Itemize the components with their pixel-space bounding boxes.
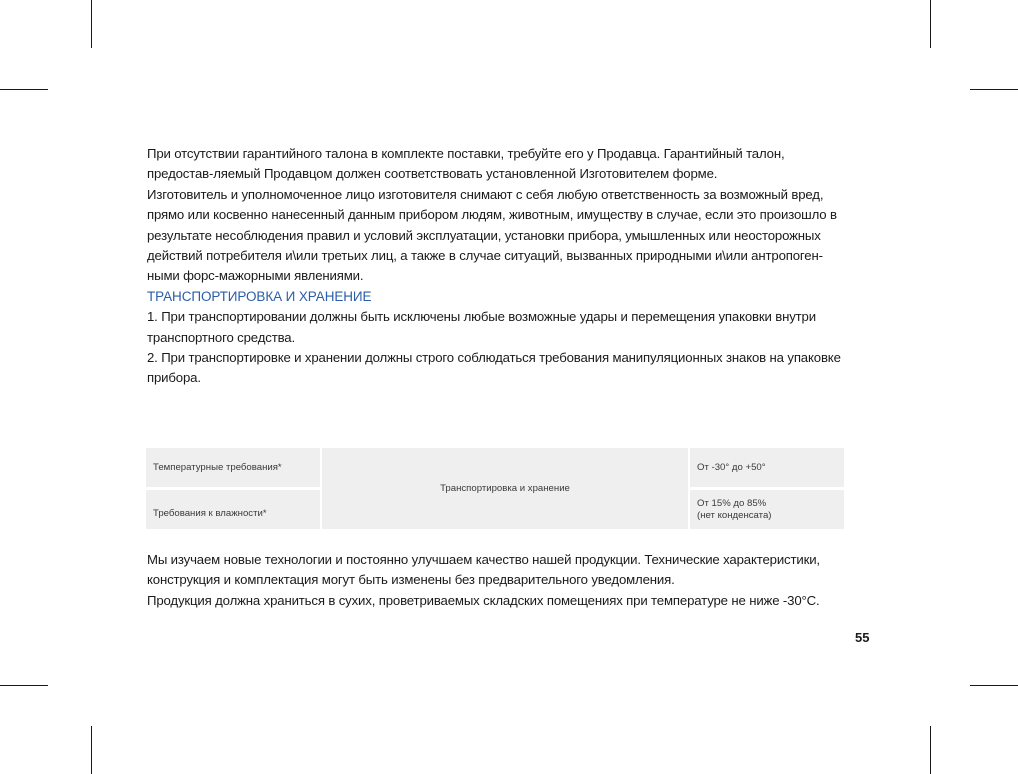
table-cell-humidity-value	[690, 490, 844, 529]
crop-mark-right-bottom	[970, 685, 1018, 686]
table-cell-condition: Транспортировка и хранение	[322, 448, 688, 529]
crop-mark-left-top	[0, 89, 48, 90]
liability-paragraph: Изготовитель и уполномоченное лицо изготовителя снимают с себя любую ответственность за возможный вред, прямо или косвенно нанесенный данным прибором людям, животным, имуществу в случае, если это произошло в результате несоблюдения правил и условий эксплуатации, установки прибора, умышленных или неосторожных действий потребителя и\или третьих лиц, а также в случае ситуаций, вызванных природными и\или антропоген-ными форс-мажорными явлениями.	[147, 186, 837, 284]
section-title: ТРАНСПОРТИРОВКА И ХРАНЕНИЕ	[147, 288, 372, 304]
crop-mark-bottom-right	[930, 726, 931, 774]
storage-paragraph: Продукция должна храниться в сухих, проветриваемых складских помещениях при температуре не ниже -30°C.	[147, 592, 820, 608]
crop-mark-right-top	[970, 89, 1018, 90]
crop-mark-bottom-left	[91, 726, 92, 774]
footer-notes	[147, 550, 847, 611]
table-cell-temperature-value: От -30° до +50°	[690, 448, 844, 487]
main-content	[147, 144, 847, 389]
humidity-note: (нет конденсата)	[697, 509, 772, 521]
crop-mark-top-left	[91, 0, 92, 48]
table-cell-humidity-label: Требования к влажности*	[146, 490, 320, 529]
transport-item-2: 2. При транспортировке и хранении должны строго соблюдаться требования манипуляционных знаков на упаковке прибора.	[147, 350, 841, 386]
crop-mark-left-bottom	[0, 685, 48, 686]
table-cell-temperature-label: Температурные требования*	[146, 448, 320, 487]
humidity-range: От 15% до 85%	[697, 497, 767, 509]
transport-item-1: 1. При транспортировании должны быть исключены любые возможные удары и перемещения упаковки внутри транспортного средства.	[147, 309, 816, 345]
storage-spec-table	[146, 448, 844, 529]
warranty-paragraph: При отсутствии гарантийного талона в комплекте поставки, требуйте его у Продавца. Гарантийный талон, предостав-ляемый Продавцом должен соответствовать установленной Изготовителем форме.	[147, 146, 785, 182]
page-number: 55	[855, 630, 870, 645]
improvement-paragraph: Мы изучаем новые технологии и постоянно улучшаем качество нашей продукции. Технические характеристики, конструкция и комплектация могут быть изменены без предварительного уведомления.	[147, 552, 820, 588]
crop-mark-top-right	[930, 0, 931, 48]
